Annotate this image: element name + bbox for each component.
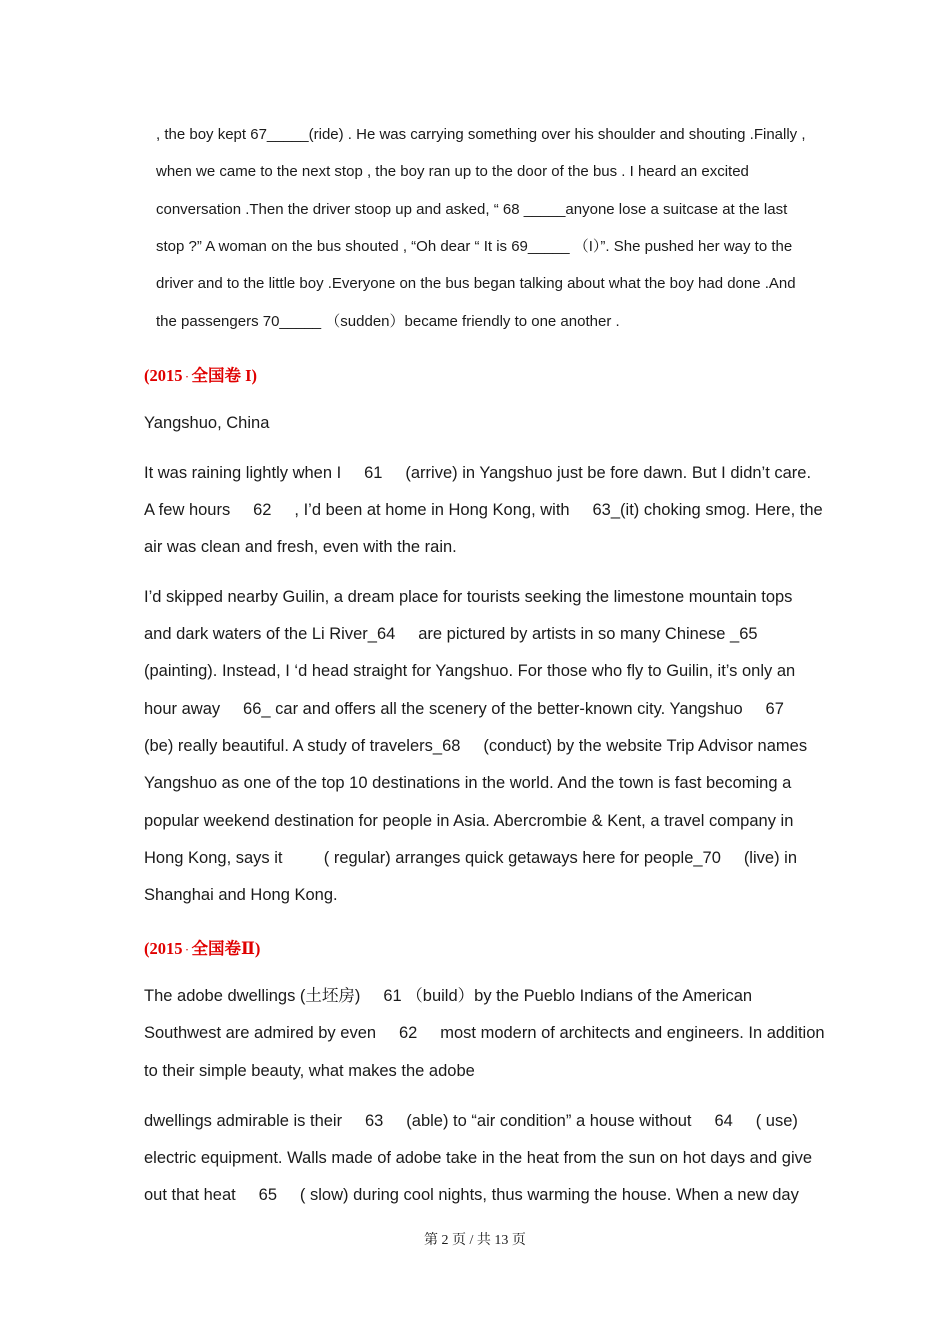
text-line: A few hours 62 , I’d been at home in Hong Kong, with 63_(it) choking smog. Here, the	[144, 501, 823, 519]
text-line: when we came to the next stop , the boy ran up to the door of the bus . I heard an excited	[156, 163, 749, 180]
heading-exam: 全国卷Ⅱ)	[191, 939, 261, 958]
text-line: and dark waters of the Li River_64 are pictured by artists in so many Chinese _65	[144, 625, 758, 643]
heading-year: (2015	[144, 366, 183, 385]
text-line: Hong Kong, says it ( regular) arranges quick getaways here for people_70 (live) in	[144, 849, 797, 867]
text-line: to their simple beauty, what makes the adobe	[144, 1062, 475, 1080]
heading-dot: ·	[185, 372, 189, 383]
text-line: Shanghai and Hong Kong.	[144, 886, 338, 904]
text-line: hour away 66_ car and offers all the scenery of the better-known city. Yangshuo 67	[144, 700, 784, 718]
text-line: air was clean and fresh, even with the rain.	[144, 538, 457, 556]
heading-dot: ·	[185, 945, 189, 956]
text-line: dwellings admirable is their 63 (able) to “air condition” a house without 64 ( use)	[144, 1112, 798, 1130]
text-line: popular weekend destination for people in Asia. Abercrombie & Kent, a travel company in	[144, 812, 794, 830]
text-line: stop ?” A woman on the bus shouted , “Oh dear “ It is 69_____ （I）”. She pushed her way to the	[156, 238, 793, 255]
text-line: Southwest are admired by even 62 most modern of architects and engineers. In addition	[144, 1024, 825, 1042]
text-line: driver and to the little boy .Everyone on the bus began talking about what the boy had done .And	[156, 275, 796, 292]
text-line: The adobe dwellings (土坯房) 61 （build）by the Pueblo Indians of the American	[144, 987, 753, 1005]
text-line: conversation .Then the driver stoop up and asked, “ 68 _____anyone lose a suitcase at the last	[156, 201, 788, 218]
text-line: It was raining lightly when I 61 (arrive) in Yangshuo just be fore dawn. But I didn’t care.	[144, 464, 812, 482]
heading-year: (2015	[144, 939, 183, 958]
text-line: (painting). Instead, I ‘d head straight for Yangshuo. For those who fly to Guilin, it’s only an	[144, 662, 796, 680]
text-line: Yangshuo as one of the top 10 destinations in the world. And the town is fast becoming a	[144, 774, 792, 792]
text-line: out that heat 65 ( slow) during cool nights, thus warming the house. When a new day	[144, 1186, 799, 1204]
section-heading	[144, 935, 260, 959]
text-line: electric equipment. Walls made of adobe take in the heat from the sun on hot days and give	[144, 1149, 813, 1167]
passage-subtitle: Yangshuo, China	[144, 414, 270, 432]
page-number: 第 2 页 / 共 13 页	[424, 1233, 526, 1248]
heading-exam: 全国卷 I)	[191, 366, 258, 385]
text-line: , the boy kept 67_____(ride) . He was carrying something over his shoulder and shouting .Finally ,	[156, 126, 806, 143]
text-line: the passengers 70_____ （sudden）became friendly to one another .	[156, 313, 620, 330]
section-heading	[144, 362, 257, 386]
text-line: (be) really beautiful. A study of travelers_68 (conduct) by the website Trip Advisor names	[144, 737, 808, 755]
text-line: I’d skipped nearby Guilin, a dream place for tourists seeking the limestone mountain tops	[144, 588, 793, 606]
